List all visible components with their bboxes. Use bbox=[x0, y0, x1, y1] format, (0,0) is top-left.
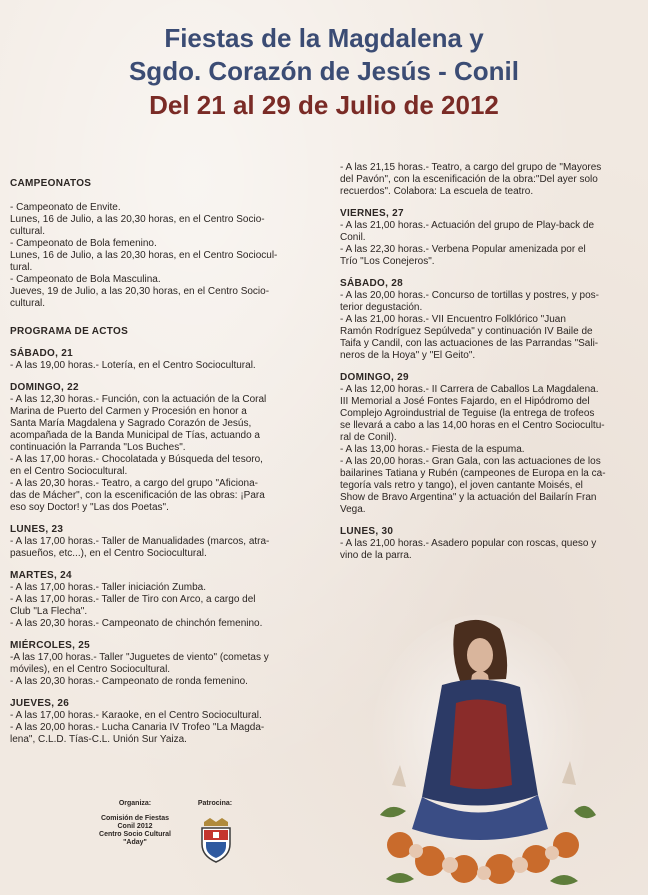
event-line: Taifa y Candil, con las actuaciones de las Parrandas "Sali- bbox=[340, 338, 599, 349]
event-line: - A las 20,00 horas.- Gran Gala, con las actuaciones de los bbox=[340, 456, 601, 467]
event-line: -A las 17,00 horas.- Taller "Juguetes de viento" (cometas y bbox=[10, 652, 269, 663]
organizer-block bbox=[80, 800, 190, 847]
organizer-line: Conil 2012 bbox=[117, 823, 153, 830]
campeonato-line: Lunes, 16 de Julio, a las 20,30 horas, en el Centro Socio- bbox=[10, 214, 265, 225]
event-line: terior degustación. bbox=[340, 302, 423, 313]
campeonato-line: - Campeonato de Bola femenino. bbox=[10, 238, 157, 249]
event-line: - A las 17,00 horas.- Karaoke, en el Centro Sociocultural. bbox=[10, 710, 262, 721]
day-heading: JUEVES, 26 bbox=[10, 698, 70, 709]
event-line: - A las 12,00 horas.- II Carrera de Caballos La Magdalena. bbox=[340, 384, 599, 395]
day-section bbox=[10, 698, 302, 746]
event-line: Ramón Rodríguez Sepúlveda" y continuación IV Baile de bbox=[340, 326, 593, 337]
day-section bbox=[10, 570, 302, 630]
right-days bbox=[340, 208, 630, 562]
day-heading: DOMINGO, 29 bbox=[340, 372, 409, 383]
day-heading: LUNES, 23 bbox=[10, 524, 64, 535]
campeonatos-heading: CAMPEONATOS bbox=[10, 178, 92, 189]
event-line: Club "La Flecha". bbox=[10, 606, 88, 617]
day-heading: MARTES, 24 bbox=[10, 570, 72, 581]
event-line: del Pavón", con la escenificación de la obra:"Del ayer solo bbox=[340, 174, 598, 185]
organiza-label: Organiza: bbox=[118, 800, 152, 807]
event-line: - A las 21,00 horas.- VII Encuentro Folklórico "Juan bbox=[340, 314, 566, 325]
day-heading: LUNES, 30 bbox=[340, 526, 394, 537]
campeonato-line: cultural. bbox=[10, 298, 46, 309]
event-line: - A las 17,00 horas.- Taller de Manualidades (marcos, atra- bbox=[10, 536, 270, 547]
event-line: recuerdos". Colabora: La escuela de teatro. bbox=[340, 186, 534, 197]
campeonato-line: - Campeonato de Bola Masculina. bbox=[10, 274, 161, 285]
campeonato-line: cultural. bbox=[10, 226, 46, 237]
day-heading: MIÉRCOLES, 25 bbox=[10, 640, 91, 651]
municipal-crest-icon bbox=[198, 818, 234, 864]
day-heading: VIERNES, 27 bbox=[340, 208, 404, 219]
day-heading: SÁBADO, 28 bbox=[340, 278, 404, 289]
magdalena-statue-image bbox=[360, 615, 600, 895]
event-line: Complejo Agroindustrial de Teguise (la entrega de trofeos bbox=[340, 408, 595, 419]
day-section bbox=[10, 382, 302, 514]
day-heading: DOMINGO, 22 bbox=[10, 382, 79, 393]
event-line: lena", C.L.D. Tías-C.L. Unión Sur Yaiza. bbox=[10, 734, 187, 745]
event-line: Trío "Los Conejeros". bbox=[340, 256, 435, 267]
event-line: eso soy Doctor! y "Las dos Poetas". bbox=[10, 502, 169, 513]
event-line: Marina de Puerto del Carmen y Procesión en honor a bbox=[10, 406, 247, 417]
event-line: tegoría vals retro y tango), el joven cantante Moisés, el bbox=[340, 480, 583, 491]
day-section bbox=[340, 526, 630, 562]
title-line-2: Sgdo. Corazón de Jesús - Conil bbox=[128, 56, 520, 86]
event-line: continuación la Parranda "Los Buches". bbox=[10, 442, 186, 453]
event-line: - A las 17,00 horas.- Taller de Tiro con Arco, a cargo del bbox=[10, 594, 256, 605]
programa-heading: PROGRAMA DE ACTOS bbox=[10, 326, 129, 337]
event-line: - A las 21,00 horas.- Asadero popular con roscas, queso y bbox=[340, 538, 597, 549]
patrocina-label: Patrocina: bbox=[197, 800, 233, 807]
event-line: en el Centro Sociocultural. bbox=[10, 466, 128, 477]
event-line: - A las 17,00 horas.- Chocolatada y Búsqueda del tesoro, bbox=[10, 454, 263, 465]
day-section bbox=[10, 348, 302, 372]
event-line: - A las 17,00 horas.- Taller iniciación Zumba. bbox=[10, 582, 207, 593]
event-line: - A las 19,00 horas.- Lotería, en el Centro Sociocultural. bbox=[10, 360, 256, 371]
event-line: Santa María Magdalena y Sagrado Corazón de Jesús, bbox=[10, 418, 252, 429]
poster-title bbox=[0, 22, 648, 122]
event-line: - A las 20,00 horas.- Concurso de tortillas y postres, y pos- bbox=[340, 290, 600, 301]
event-line: - A las 20,30 horas.- Campeonato de ronda femenino. bbox=[10, 676, 248, 687]
event-line: Conil. bbox=[340, 232, 366, 243]
event-line: - A las 12,30 horas.- Función, con la actuación de la Coral bbox=[10, 394, 267, 405]
day-heading: SÁBADO, 21 bbox=[10, 348, 74, 359]
campeonato-line: tural. bbox=[10, 262, 33, 273]
day-section bbox=[10, 640, 302, 688]
event-line: bailarines Tatiana y Rubén (campeones de Europa en la ca- bbox=[340, 468, 606, 479]
event-line: - A las 21,15 horas.- Teatro, a cargo del grupo de "Mayores bbox=[340, 162, 602, 173]
day-section bbox=[10, 524, 302, 560]
right-intro bbox=[340, 162, 630, 198]
campeonatos-list bbox=[10, 202, 302, 310]
sponsor-block bbox=[185, 800, 245, 808]
day-section bbox=[340, 278, 630, 362]
left-column bbox=[10, 178, 302, 746]
event-line: das de Mácher", con la escenificación de las obras: ¡Para bbox=[10, 490, 265, 501]
campeonato-line: - Campeonato de Envite. bbox=[10, 202, 121, 213]
event-line: - A las 20,30 horas.- Campeonato de chinchón femenino. bbox=[10, 618, 263, 629]
event-line: ral de Conil). bbox=[340, 432, 397, 443]
event-line: - A las 21,00 horas.- Actuación del grupo de Play-back de bbox=[340, 220, 595, 231]
day-section bbox=[340, 372, 630, 516]
event-line: - A las 20,30 horas.- Teatro, a cargo del grupo "Aficiona- bbox=[10, 478, 258, 489]
event-line: móviles), en el Centro Sociocultural. bbox=[10, 664, 171, 675]
campeonato-line: Jueves, 19 de Julio, a las 20,30 horas, en el Centro Socio- bbox=[10, 286, 270, 297]
campeonato-line: Lunes, 16 de Julio, a las 20,30 horas, en el Centro Sociocul- bbox=[10, 250, 278, 261]
right-column bbox=[340, 162, 630, 562]
event-line: se llevará a cabo a las 14,00 horas en el Centro Sociocultu- bbox=[340, 420, 605, 431]
event-line: vino de la parra. bbox=[340, 550, 412, 561]
event-line: pasueños, etc...), en el Centro Sociocultural. bbox=[10, 548, 207, 559]
event-line: acompañada de la Banda Municipal de Tías, actuando a bbox=[10, 430, 260, 441]
organizer-line: "Aday" bbox=[123, 839, 147, 846]
event-line: - A las 20,00 horas.- Lucha Canaria IV Trofeo "La Magda- bbox=[10, 722, 265, 733]
event-line: Vega. bbox=[340, 504, 366, 515]
day-section bbox=[340, 208, 630, 268]
left-days bbox=[10, 348, 302, 746]
event-line: Show de Bravo Argentina" y la actuación del Bailarín Fran bbox=[340, 492, 597, 503]
organizer-line: Centro Socio Cultural bbox=[99, 831, 171, 838]
event-line: - A las 22,30 horas.- Verbena Popular amenizada por el bbox=[340, 244, 586, 255]
organizer-line: Comisión de Fiestas bbox=[100, 815, 170, 822]
organizer-lines bbox=[80, 815, 190, 847]
event-line: - A las 13,00 horas.- Fiesta de la espuma. bbox=[340, 444, 525, 455]
event-line: III Memorial a José Fontes Fajardo, en el Hipódromo del bbox=[340, 396, 590, 407]
title-dates: Del 21 al 29 de Julio de 2012 bbox=[149, 90, 499, 120]
event-line: neros de la Hoya" y "El Geito". bbox=[340, 350, 476, 361]
title-line-1: Fiestas de la Magdalena y bbox=[164, 23, 484, 53]
